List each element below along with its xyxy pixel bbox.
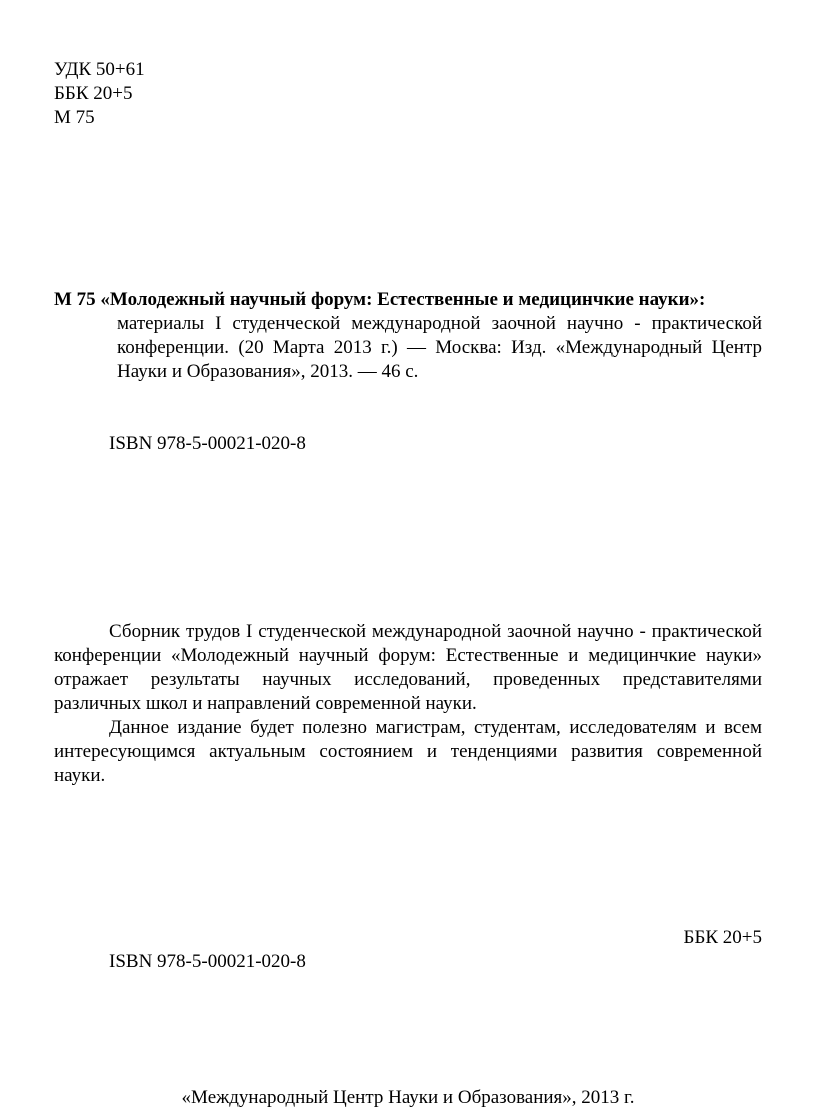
abstract-paragraph-2: Данное издание будет полезно магистрам, студентам, исследователям и всем интересующимся актуальным состоянием и тенденциями развития современной науки.	[54, 717, 762, 786]
abstract	[54, 620, 762, 788]
entry-description: материалы I студенческой международной заочной научно - практической конференции. (20 Марта 2013 г.) — Москва: Изд. «Международный Центр Науки и Образования», 2013. — 46 с.	[117, 313, 762, 382]
publisher-footer: «Международный Центр Науки и Образования», 2013 г.	[181, 1087, 635, 1108]
entry-heading: М 75 «Молодежный научный форум: Естественные и медицинчкие науки»:	[54, 289, 706, 310]
udk-code: УДК 50+61	[54, 59, 145, 80]
bbk-code-bottom: ББК 20+5	[683, 927, 762, 948]
bibliographic-entry	[54, 288, 762, 384]
isbn-top: ISBN 978-5-00021-020-8	[109, 433, 306, 454]
author-sign: М 75	[54, 107, 95, 128]
isbn-bottom: ISBN 978-5-00021-020-8	[109, 951, 306, 972]
classification-codes	[54, 58, 354, 130]
abstract-paragraph-1: Сборник трудов I студенческой международной заочной научно - практической конференции «Молодежный научный форум: Естественные и медицинчкие науки» отражает результаты научных исследований, проведенных представителями различных школ и направлений современной науки.	[54, 621, 762, 714]
bbk-code: ББК 20+5	[54, 83, 133, 104]
